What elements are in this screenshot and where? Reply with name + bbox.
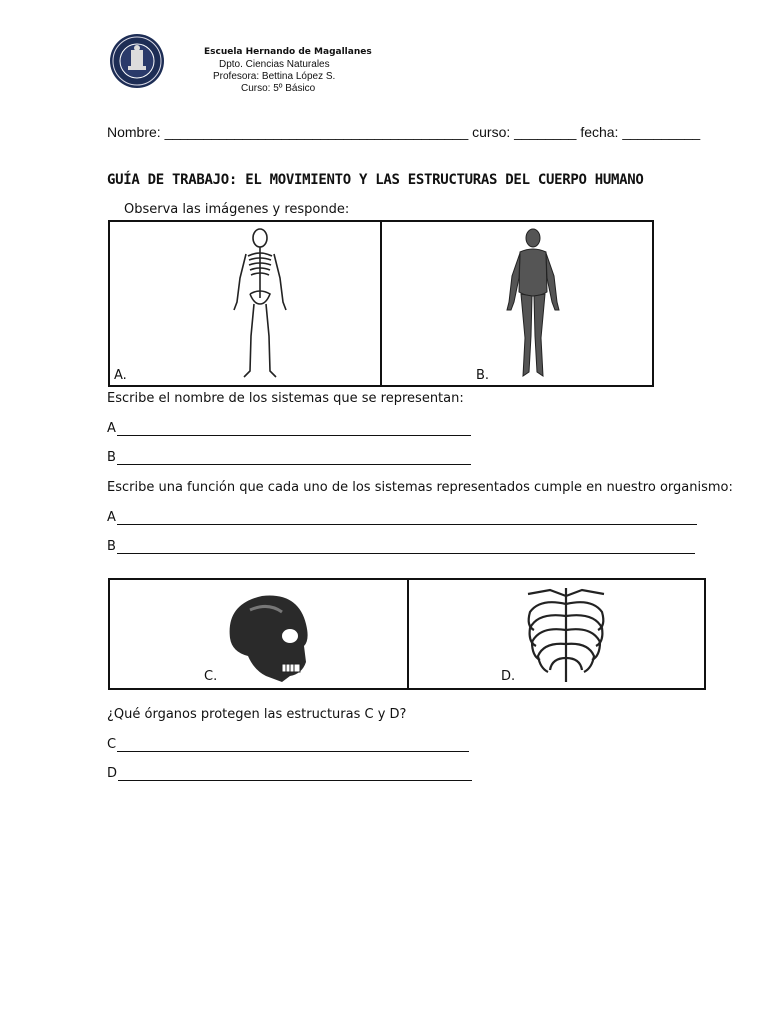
answer-rule[interactable] [117,452,471,465]
answer-rule[interactable] [117,423,471,436]
answer-line-2a [107,510,697,525]
muscular-figure [498,226,568,385]
skeleton-figure [220,226,300,385]
school-name: Escuela Hernando de Magallanes [204,47,372,57]
skull-figure [220,590,312,688]
answer-letter: B [107,539,116,554]
answer-letter: D [107,766,118,781]
answer-line-3d [107,766,472,781]
question-2: Escribe una función que cada uno de los sistemas representados cumple en nuestro organismo: [107,480,733,495]
answer-letter: A [107,510,116,525]
answer-line-3c [107,737,469,752]
label-c: C. [204,669,218,684]
worksheet-title: GUÍA DE TRABAJO: EL MOVIMIENTO Y LAS ESTRUCTURAS DEL CUERPO HUMANO [107,172,644,188]
teacher: Profesora: Bettina López S. [213,71,336,82]
answer-letter: C [107,737,117,752]
answer-rule[interactable] [117,739,469,752]
student-info-line: Nombre: _______________________________________ curso: ________ fecha: __________ [107,124,701,140]
answer-letter: B [107,450,116,465]
course: Curso: 5º Básico [241,83,316,94]
school-logo [106,32,168,90]
label-b: B. [476,368,490,383]
instruction: Observa las imágenes y responde: [124,202,350,217]
answer-rule[interactable] [117,541,695,554]
panel-divider [407,580,409,688]
department: Dpto. Ciencias Naturales [219,59,330,70]
ribcage-figure [520,586,612,688]
label-a: A. [114,368,127,383]
question-3: ¿Qué órganos protegen las estructuras C y D? [107,707,407,722]
panel-divider [380,222,382,385]
answer-rule[interactable] [118,768,472,781]
answer-line-2b [107,539,695,554]
answer-line-1b [107,450,471,465]
answer-letter: A [107,421,116,436]
label-d: D. [501,669,516,684]
question-1: Escribe el nombre de los sistemas que se representan: [107,391,464,406]
image-panel-ab [108,220,654,387]
answer-rule[interactable] [117,512,697,525]
image-panel-cd [108,578,706,690]
answer-line-1a [107,421,471,436]
